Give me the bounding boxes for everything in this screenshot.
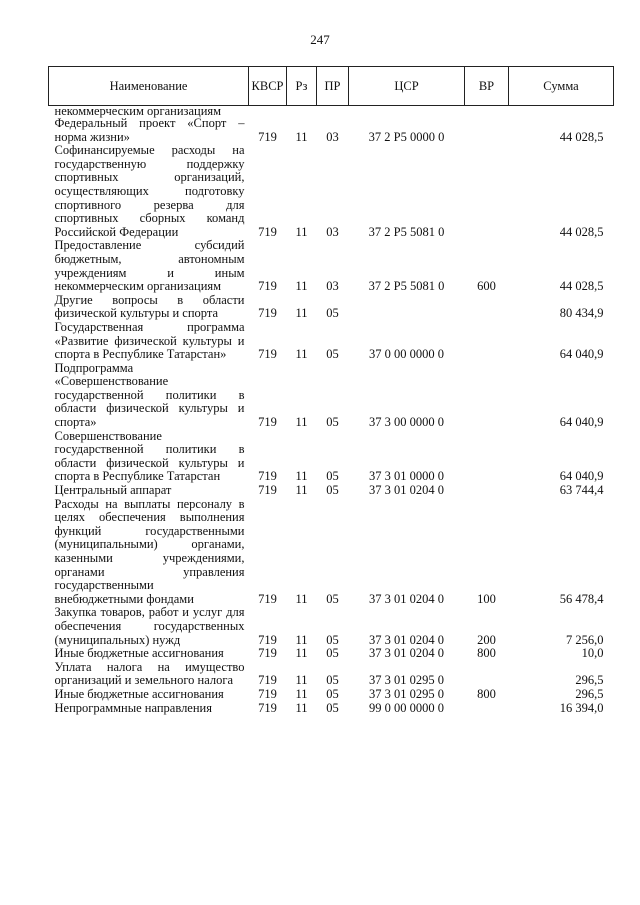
cell-kvsr: 719 bbox=[258, 700, 277, 715]
cell-kvsr: 719 bbox=[258, 306, 277, 321]
cell-rz: 11 bbox=[295, 700, 308, 715]
table-row bbox=[49, 239, 614, 293]
cell-sum bbox=[509, 106, 614, 118]
table-row bbox=[49, 702, 614, 716]
cell-rz: 11 bbox=[295, 129, 308, 144]
cell-name: Другие вопросы в области физической культуры и спорта bbox=[54, 292, 245, 321]
cell-name: Иные бюджетные ассигнования bbox=[54, 686, 224, 701]
cell-pr: 05 bbox=[326, 415, 339, 430]
cell-pr: 05 bbox=[326, 646, 339, 661]
page-number: 247 bbox=[310, 32, 330, 47]
cell-sum: 44 028,5 bbox=[559, 129, 604, 144]
table-header-row bbox=[49, 67, 614, 106]
cell-name: Федеральный проект «Спорт – норма жизни» bbox=[54, 116, 245, 144]
cell-kvsr: 719 bbox=[258, 673, 277, 688]
cell-sum: 7 256,0 bbox=[566, 632, 604, 647]
cell-csr: 37 3 01 0204 0 bbox=[369, 646, 444, 661]
cell-sum: 296,5 bbox=[575, 673, 604, 688]
table-row bbox=[49, 688, 614, 702]
cell-pr: 05 bbox=[326, 483, 339, 498]
header-rz: Рз bbox=[287, 67, 317, 106]
cell-rz: 11 bbox=[295, 347, 308, 362]
budget-table bbox=[48, 66, 614, 715]
cell-sum: 64 040,9 bbox=[559, 469, 604, 484]
cell-csr bbox=[349, 294, 465, 321]
table-row bbox=[49, 117, 614, 144]
cell-vr bbox=[465, 362, 509, 430]
header-pr: ПР bbox=[317, 67, 349, 106]
header-vr: ВР bbox=[465, 67, 509, 106]
cell-rz: 11 bbox=[295, 224, 308, 239]
table-row bbox=[49, 294, 614, 321]
cell-rz bbox=[287, 106, 317, 118]
cell-pr: 05 bbox=[326, 347, 339, 362]
cell-name: Центральный аппарат bbox=[54, 483, 172, 498]
cell-rz: 11 bbox=[295, 469, 308, 484]
cell-sum: 64 040,9 bbox=[559, 415, 604, 430]
cell-vr bbox=[465, 702, 509, 716]
cell-name: Непрограммные направления bbox=[54, 700, 212, 715]
cell-csr: 37 2 P5 0000 0 bbox=[368, 129, 445, 144]
header-name: Наименование bbox=[49, 67, 249, 106]
cell-name: Расходы на выплаты персоналу в целях обеспечения выполнения функций государственными (муниципальными) органами, казенными учреждениями, органами управления государственными внебюджетными фондами bbox=[54, 496, 245, 606]
cell-rz: 11 bbox=[295, 279, 308, 294]
cell-sum: 10,0 bbox=[581, 646, 604, 661]
cell-csr: 37 3 00 0000 0 bbox=[369, 415, 444, 430]
cell-pr: 05 bbox=[326, 306, 339, 321]
cell-csr: 37 0 00 0000 0 bbox=[369, 347, 444, 362]
cell-name: Уплата налога на имущество организаций и земельного налога bbox=[54, 659, 245, 688]
cell-kvsr: 719 bbox=[258, 646, 277, 661]
cell-sum: 64 040,9 bbox=[559, 347, 604, 362]
cell-kvsr: 719 bbox=[258, 415, 277, 430]
cell-pr bbox=[317, 106, 349, 118]
cell-name: Подпрограмма «Совершенствование государственной политики в области физической культуры и спорта» bbox=[54, 360, 245, 430]
cell-rz: 11 bbox=[295, 686, 308, 701]
cell-vr bbox=[465, 661, 509, 688]
cell-sum: 44 028,5 bbox=[559, 224, 604, 239]
cell-kvsr: 719 bbox=[258, 129, 277, 144]
cell-name: Совершенствование государственной политики в области физической культуры и спорта в Республике Татарстан bbox=[54, 428, 245, 484]
cell-rz: 11 bbox=[295, 483, 308, 498]
table-row bbox=[49, 484, 614, 498]
cell-pr: 05 bbox=[326, 673, 339, 688]
cell-csr: 37 2 P5 5081 0 bbox=[368, 279, 445, 294]
cell-vr bbox=[465, 484, 509, 498]
header-csr: ЦСР bbox=[349, 67, 465, 106]
header-sum: Сумма bbox=[509, 67, 614, 106]
cell-kvsr: 719 bbox=[258, 347, 277, 362]
cell-csr: 37 3 01 0000 0 bbox=[369, 469, 444, 484]
cell-vr bbox=[465, 117, 509, 144]
cell-name: Предоставление субсидий бюджетным, автономным учреждениям и иным некоммерческим организациям bbox=[54, 238, 245, 294]
cell-pr: 03 bbox=[326, 279, 339, 294]
cell-vr bbox=[465, 321, 509, 362]
cell-sum: 56 478,4 bbox=[559, 591, 604, 606]
cell-csr: 99 0 00 0000 0 bbox=[369, 700, 444, 715]
cell-vr: 600 bbox=[477, 279, 496, 294]
cell-sum: 44 028,5 bbox=[559, 279, 604, 294]
cell-kvsr: 719 bbox=[258, 591, 277, 606]
cell-pr: 05 bbox=[326, 686, 339, 701]
cell-vr: 200 bbox=[477, 632, 496, 647]
cell-kvsr: 719 bbox=[258, 224, 277, 239]
cell-kvsr: 719 bbox=[258, 469, 277, 484]
cell-rz: 11 bbox=[295, 415, 308, 430]
cell-csr bbox=[349, 106, 465, 118]
table-row bbox=[49, 144, 614, 239]
cell-csr: 37 3 01 0204 0 bbox=[369, 591, 444, 606]
table-row bbox=[49, 430, 614, 484]
header-kvsr: КВСР bbox=[249, 67, 287, 106]
cell-sum: 16 394,0 bbox=[559, 700, 604, 715]
cell-vr bbox=[465, 294, 509, 321]
table-row bbox=[49, 321, 614, 362]
cell-vr: 800 bbox=[477, 646, 496, 661]
cell-name: Закупка товаров, работ и услуг для обеспечения государственных (муниципальных) нужд bbox=[54, 605, 245, 647]
cell-sum: 80 434,9 bbox=[559, 306, 604, 321]
table-row bbox=[49, 647, 614, 661]
cell-csr: 37 2 P5 5081 0 bbox=[368, 224, 445, 239]
cell-vr: 100 bbox=[477, 591, 496, 606]
cell-name: некоммерческим организациям bbox=[54, 104, 222, 118]
cell-kvsr: 719 bbox=[258, 632, 277, 647]
cell-pr: 05 bbox=[326, 469, 339, 484]
cell-rz: 11 bbox=[295, 646, 308, 661]
cell-pr: 05 bbox=[326, 591, 339, 606]
cell-sum: 296,5 bbox=[575, 686, 604, 701]
table-row bbox=[49, 498, 614, 607]
cell-rz: 11 bbox=[295, 306, 308, 321]
table-row bbox=[49, 661, 614, 688]
cell-pr: 03 bbox=[326, 224, 339, 239]
cell-kvsr: 719 bbox=[258, 483, 277, 498]
cell-name: Иные бюджетные ассигнования bbox=[54, 646, 224, 661]
cell-vr: 800 bbox=[477, 686, 496, 701]
cell-csr: 37 3 01 0295 0 bbox=[369, 673, 444, 688]
cell-kvsr: 719 bbox=[258, 279, 277, 294]
cell-sum: 63 744,4 bbox=[559, 483, 604, 498]
cell-name: Государственная программа «Развитие физической культуры и спорта в Республике Татарстан» bbox=[54, 319, 245, 362]
cell-rz: 11 bbox=[295, 673, 308, 688]
cell-csr: 37 3 01 0204 0 bbox=[369, 483, 444, 498]
cell-vr bbox=[465, 430, 509, 484]
cell-kvsr: 719 bbox=[258, 686, 277, 701]
cell-pr: 03 bbox=[326, 129, 339, 144]
cell-csr: 37 3 01 0204 0 bbox=[369, 632, 444, 647]
cell-rz: 11 bbox=[295, 632, 308, 647]
cell-vr bbox=[465, 144, 509, 239]
cell-pr: 05 bbox=[326, 632, 339, 647]
cell-pr: 05 bbox=[326, 700, 339, 715]
cell-name: Софинансируемые расходы на государственную поддержку спортивных организаций, осуществляющих подготовку спортивного резерва для спортивных сборных команд Российской Федерации bbox=[54, 143, 245, 239]
table-row bbox=[49, 362, 614, 430]
cell-vr bbox=[465, 106, 509, 118]
cell-rz: 11 bbox=[295, 591, 308, 606]
cell-csr: 37 3 01 0295 0 bbox=[369, 686, 444, 701]
cell-kvsr bbox=[249, 106, 287, 118]
table-row bbox=[49, 606, 614, 647]
